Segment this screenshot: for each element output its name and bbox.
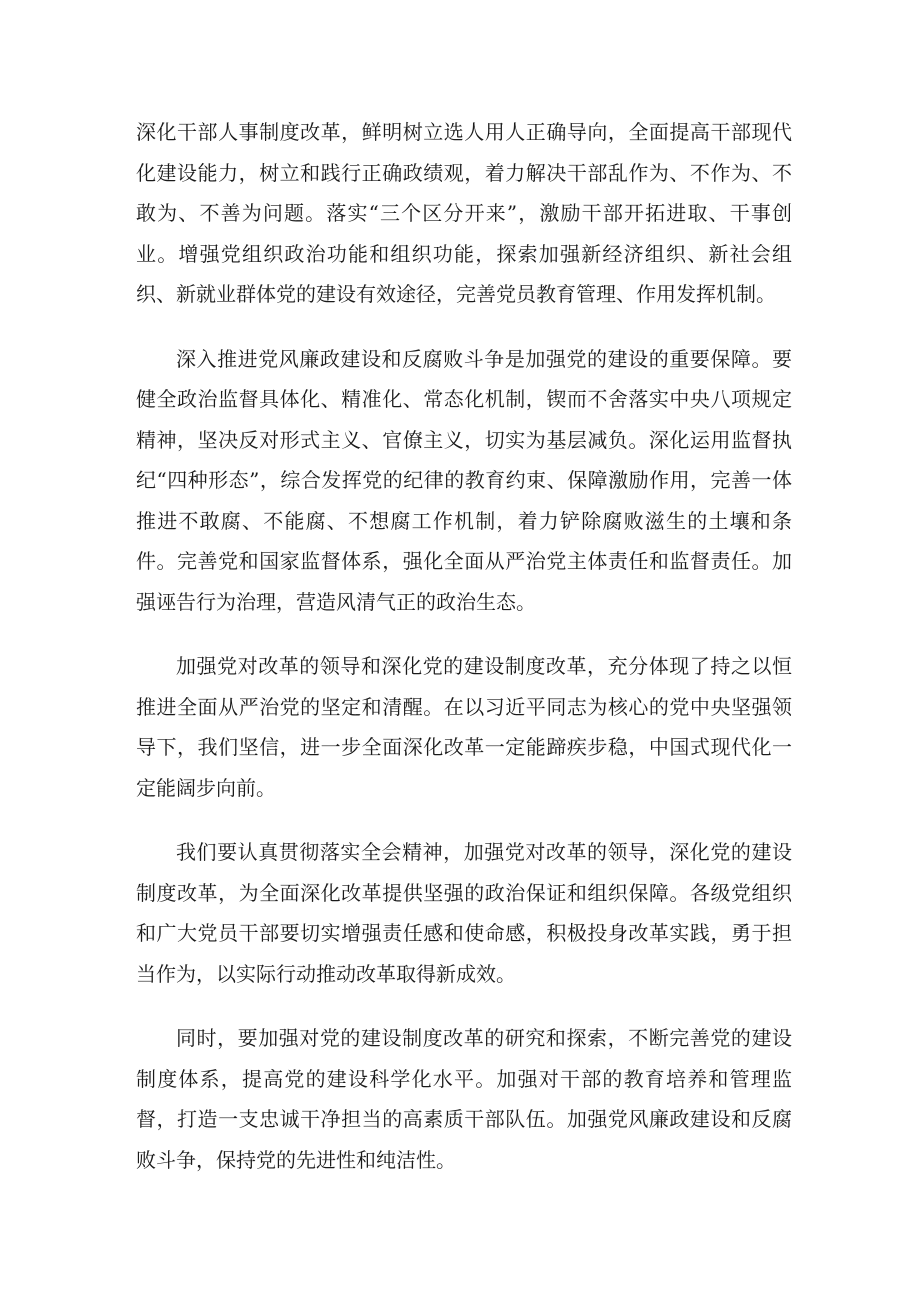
document-body [136, 112, 792, 1180]
paragraph-implement-spirit: 我们要认真贯彻落实全会精神，加强党对改革的领导，深化党的建设制度改革，为全面深化改革提供坚强的政治保证和组织保障。各级党组织和广大党员干部要切实增强责任感和使命感，积极投身改革实践，勇于担当作为，以实际行动推动改革取得新成效。 [136, 840, 792, 986]
paragraph-research-exploration: 同时，要加强对党的建设制度改革的研究和探索，不断完善党的建设制度体系，提高党的建设科学化水平。加强对干部的教育培养和管理监督，打造一支忠诚干净担当的高素质干部队伍。加强党风廉政建设和反腐败斗争，保持党的先进性和纯洁性。 [136, 1026, 792, 1172]
paragraph-party-leadership: 加强党对改革的领导和深化党的建设制度改革，充分体现了持之以恒推进全面从严治党的坚定和清醒。在以习近平同志为核心的党中央坚强领导下，我们坚信，进一步全面深化改革一定能蹄疾步稳，中国式现代化一定能阔步向前。 [136, 654, 792, 800]
paragraph-anti-corruption: 深入推进党风廉政建设和反腐败斗争是加强党的建设的重要保障。要健全政治监督具体化、精准化、常态化机制，锲而不舍落实中央八项规定精神，坚决反对形式主义、官僚主义，切实为基层减负。深化运用监督执纪“四种形态”，综合发挥党的纪律的教育约束、保障激励作用，完善一体推进不敢腐、不能腐、不想腐工作机制，着力铲除腐败滋生的土壤和条件。完善党和国家监督体系，强化全面从严治党主体责任和监督责任。加强诬告行为治理，营造风清气正的政治生态。 [136, 346, 792, 614]
paragraph-cadre-reform: 深化干部人事制度改革，鲜明树立选人用人正确导向，全面提高干部现代化建设能力，树立和践行正确政绩观，着力解决干部乱作为、不作为、不敢为、不善为问题。落实“三个区分开来”，激励干部开拓进取、干事创业。增强党组织政治功能和组织功能，探索加强新经济组织、新社会组织、新就业群体党的建设有效途径，完善党员教育管理、作用发挥机制。 [136, 120, 792, 306]
